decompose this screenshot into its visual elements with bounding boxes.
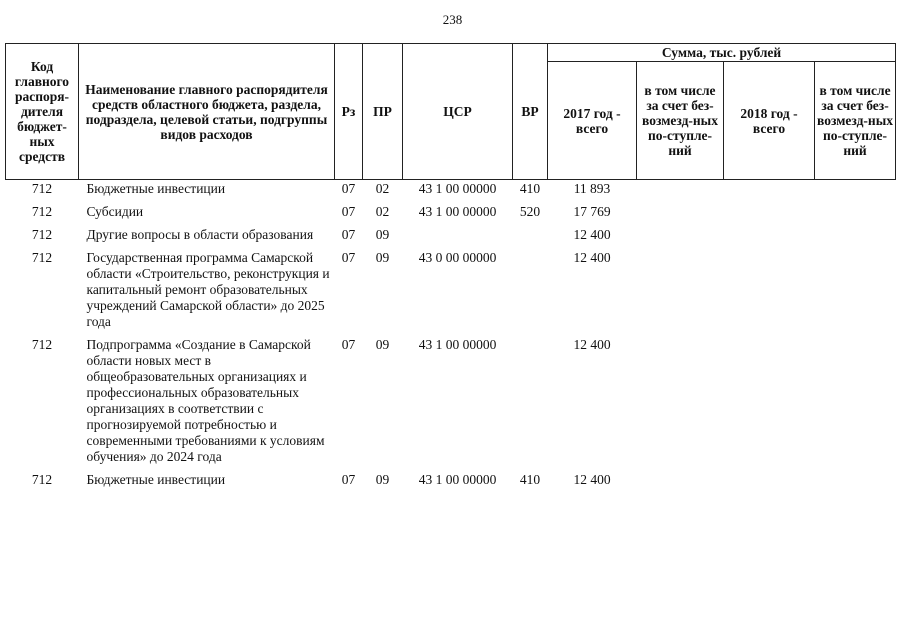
cell-pr: 09 <box>375 227 390 242</box>
cell-csr <box>403 226 513 249</box>
cell-rz: 07 <box>341 204 356 219</box>
cell-csr: 43 0 00 00000 <box>418 250 497 265</box>
header-sum: Сумма, тыс. рублей <box>548 44 896 62</box>
table-row <box>6 226 896 249</box>
cell-empty <box>815 180 896 204</box>
cell-name: Другие вопросы в области образования <box>86 227 314 242</box>
cell-code: 712 <box>31 227 53 242</box>
cell-pr: 02 <box>375 181 390 196</box>
cell-empty <box>815 249 896 336</box>
header-name: Наименование главного распорядителя средств областного бюджета, раздела, подраздела, целевой статьи, подгруппы видов расходов <box>79 44 335 180</box>
header-2017-total: 2017 год - всего <box>548 62 637 180</box>
header-2018-free: в том числе за счет без-возмезд-ных по-ступле-ний <box>815 62 896 180</box>
cell-empty <box>724 249 815 336</box>
cell-empty <box>637 226 724 249</box>
cell-empty <box>815 226 896 249</box>
cell-pr: 09 <box>375 472 390 487</box>
cell-pr: 02 <box>375 204 390 219</box>
cell-vr: 520 <box>519 204 541 219</box>
header-pr: ПР <box>363 44 403 180</box>
cell-pr: 09 <box>375 250 390 265</box>
cell-name: Государственная программа Самарской области «Строительство, реконструкция и капитальный ремонт образовательных учреждений Самарской области» до 2025 года <box>86 250 330 329</box>
cell-vr <box>513 226 548 249</box>
cell-rz: 07 <box>341 337 356 352</box>
cell-sum-2017: 12 400 <box>573 472 611 487</box>
header-rz: Рз <box>335 44 363 180</box>
cell-sum-2017: 17 769 <box>573 204 611 219</box>
cell-rz: 07 <box>341 181 356 196</box>
cell-sum-2017: 12 400 <box>573 250 611 265</box>
cell-vr: 410 <box>519 181 541 196</box>
cell-empty <box>637 336 724 471</box>
cell-rz: 07 <box>341 227 356 242</box>
cell-empty <box>637 471 724 494</box>
cell-empty <box>637 203 724 226</box>
cell-code: 712 <box>31 204 53 219</box>
cell-sum-2017: 12 400 <box>573 227 611 242</box>
cell-code: 712 <box>31 337 53 352</box>
header-2018-total: 2018 год - всего <box>724 62 815 180</box>
cell-csr: 43 1 00 00000 <box>418 337 497 352</box>
header-vr: ВР <box>513 44 548 180</box>
page-number: 238 <box>442 12 463 27</box>
cell-empty <box>724 180 815 204</box>
cell-sum-2017: 12 400 <box>573 337 611 352</box>
table-row <box>6 203 896 226</box>
cell-empty <box>724 336 815 471</box>
cell-empty <box>815 471 896 494</box>
cell-empty <box>724 203 815 226</box>
cell-sum-2017: 11 893 <box>573 181 611 196</box>
table-row <box>6 180 896 204</box>
cell-name: Субсидии <box>86 204 144 219</box>
cell-vr <box>513 249 548 336</box>
cell-empty <box>724 226 815 249</box>
table-row <box>6 471 896 494</box>
cell-empty <box>815 336 896 471</box>
budget-table <box>5 43 896 494</box>
cell-rz: 07 <box>341 250 356 265</box>
cell-pr: 09 <box>375 337 390 352</box>
table-row <box>6 249 896 336</box>
cell-empty <box>815 203 896 226</box>
cell-vr: 410 <box>519 472 541 487</box>
cell-csr: 43 1 00 00000 <box>418 204 497 219</box>
cell-code: 712 <box>31 472 53 487</box>
cell-csr: 43 1 00 00000 <box>418 181 497 196</box>
table-body <box>6 180 896 495</box>
cell-rz: 07 <box>341 472 356 487</box>
header-csr: ЦСР <box>403 44 513 180</box>
cell-code: 712 <box>31 181 53 196</box>
header-2017-free: в том числе за счет без-возмезд-ных по-ступле-ний <box>637 62 724 180</box>
cell-empty <box>637 249 724 336</box>
cell-empty <box>724 471 815 494</box>
cell-empty <box>637 180 724 204</box>
cell-name: Подпрограмма «Создание в Самарской области новых мест в общеобразовательных организациях и профессиональных образовательных организациях в соответствии с прогнозируемой потребностью и современными требованиями к условиям обучения» до 2024 года <box>86 337 325 464</box>
table-row <box>6 336 896 471</box>
cell-name: Бюджетные инвестиции <box>86 472 226 487</box>
cell-csr: 43 1 00 00000 <box>418 472 497 487</box>
header-code: Код главного распоря-дителя бюджет-ных средств <box>6 44 79 180</box>
cell-code: 712 <box>31 250 53 265</box>
cell-vr <box>513 336 548 471</box>
cell-name: Бюджетные инвестиции <box>86 181 226 196</box>
